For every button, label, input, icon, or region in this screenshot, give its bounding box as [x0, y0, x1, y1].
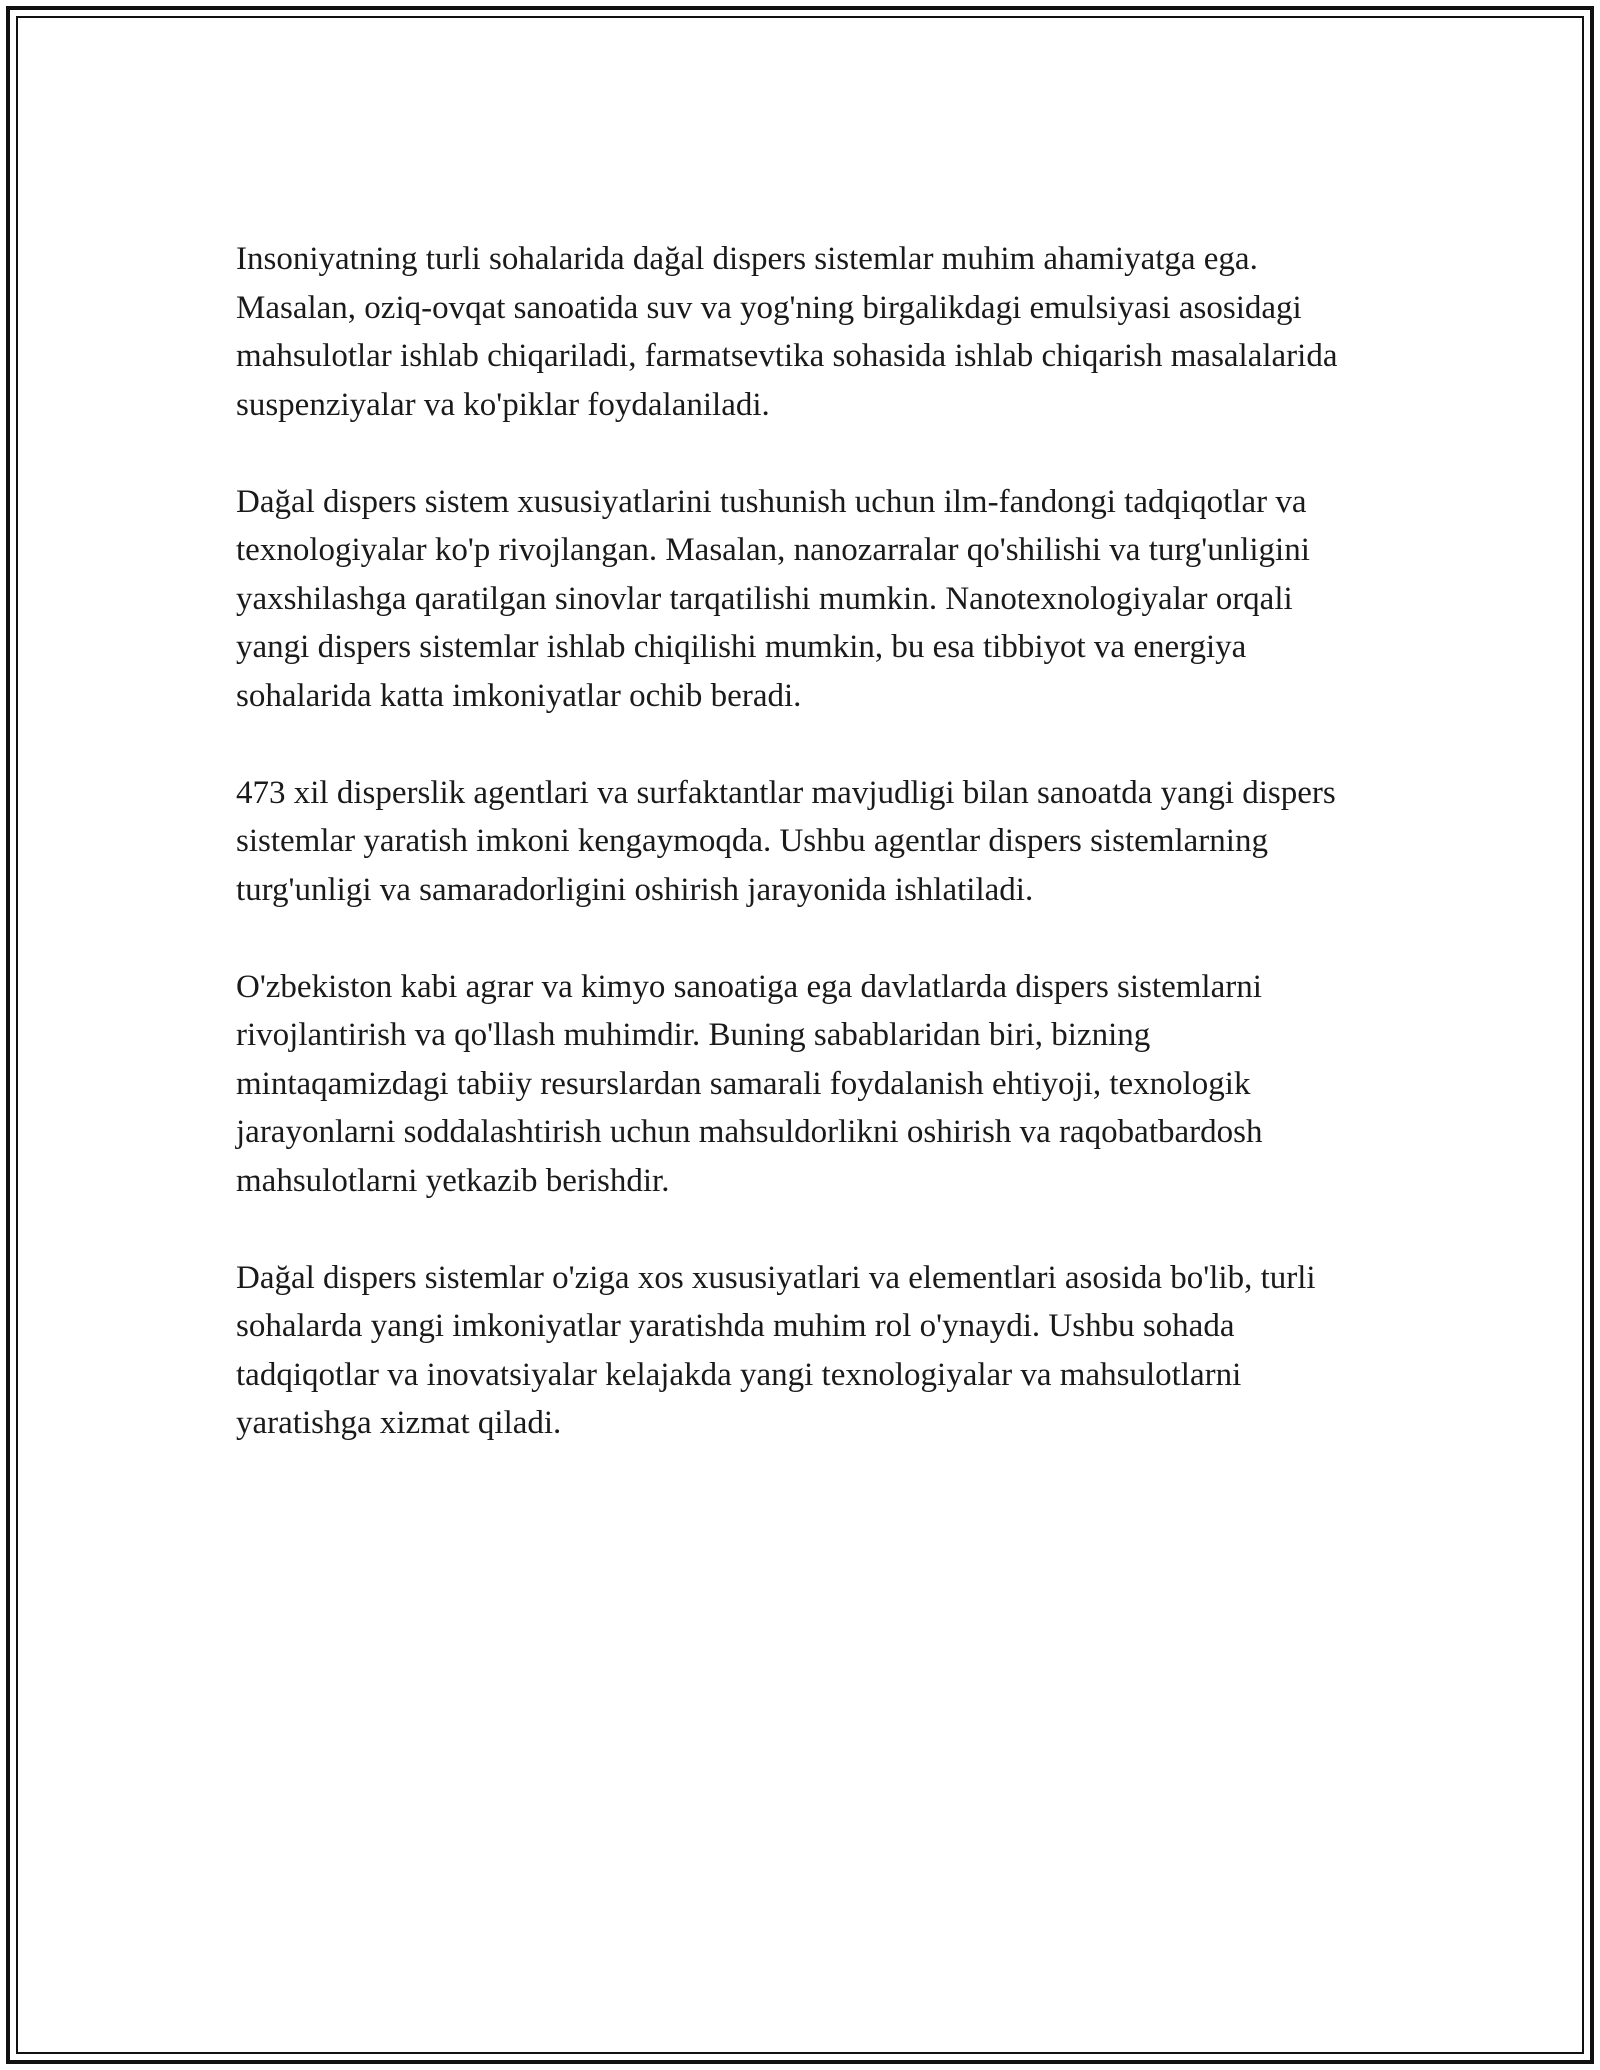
document-body: [236, 235, 1366, 1496]
paragraph-1: Insoniyatning turli sohalarida dağal dispers sistemlar muhim ahamiyatga ega. Masalan, oziq-ovqat sanoatida suv va yog'ning birgalikdagi emulsiyasi asosidagi mahsulotlar ishlab chiqariladi, farmatsevtika sohasida ishlab chiqarish masalalarida suspenziyalar va ko'piklar foydalaniladi.: [236, 241, 1338, 423]
paragraph-4: O'zbekiston kabi agrar va kimyo sanoatiga ega davlatlarda dispers sistemlarni rivojlantirish va qo'llash muhimdir. Buning sabablaridan biri, bizning mintaqamizdagi tabiiy resurslardan samarali foydalanish ehtiyoji, texnologik jarayonlarni soddalashtirish uchun mahsuldorlikni oshirish va raqobatbardosh mahsulotlarni yetkazib berishdir.: [236, 968, 1263, 1199]
paragraph-3: 473 xil disperslik agentlari va surfaktantlar mavjudligi bilan sanoatda yangi dispers sistemlar yaratish imkoni kengaymoqda. Ushbu agentlar dispers sistemlarning turg'unligi va samaradorligini oshirish jarayonida ishlatiladi.: [236, 774, 1336, 908]
paragraph-2: Dağal dispers sistem xususiyatlarini tushunish uchun ilm-fandongi tadqiqotlar va texnologiyalar ko'p rivojlangan. Masalan, nanozarralar qo'shilishi va turg'unligini yaxshilashga qaratilgan sinovlar tarqatilishi mumkin. Nanotexnologiyalar orqali yangi dispers sistemlar ishlab chiqilishi mumkin, bu esa tibbiyot va energiya sohalarida katta imkoniyatlar ochib beradi.: [236, 483, 1310, 714]
paragraph-5: Dağal dispers sistemlar o'ziga xos xususiyatlari va elementlari asosida bo'lib, turli sohalarda yangi imkoniyatlar yaratishda muhim rol o'ynaydi. Ushbu sohada tadqiqotlar va inovatsiyalar kelajakda yangi texnologiyalar va mahsulotlarni yaratishga xizmat qiladi.: [236, 1259, 1316, 1441]
